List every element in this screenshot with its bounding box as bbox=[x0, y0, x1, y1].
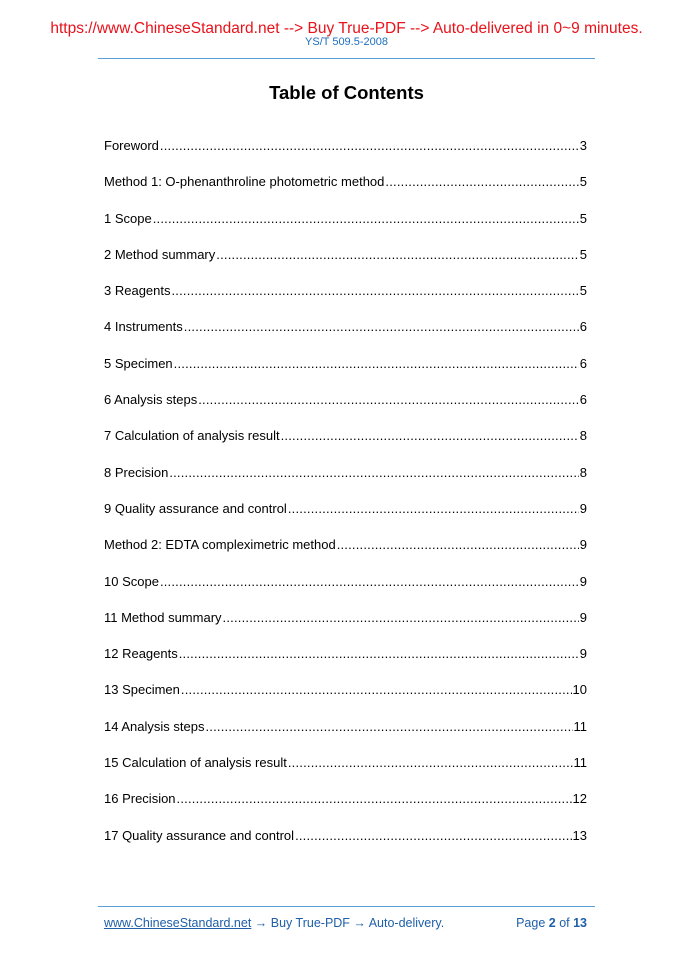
toc-dot-leader bbox=[288, 755, 573, 771]
footer-site-link[interactable]: www.ChineseStandard.net bbox=[104, 916, 252, 930]
toc-dot-leader bbox=[153, 211, 579, 227]
toc-dot-leader bbox=[337, 537, 579, 553]
toc-entry[interactable] bbox=[104, 465, 587, 501]
toc-dot-leader bbox=[198, 392, 579, 408]
page-of: of bbox=[555, 916, 574, 930]
toc-entry-page: 9 bbox=[579, 609, 587, 625]
page-total: 13 bbox=[573, 916, 587, 930]
toc-entry[interactable] bbox=[104, 174, 587, 210]
toc-entry-page: 5 bbox=[579, 174, 587, 190]
toc-list bbox=[104, 138, 587, 864]
toc-dot-leader bbox=[205, 719, 572, 735]
toc-entry-page: 9 bbox=[579, 573, 587, 589]
toc-entry[interactable] bbox=[104, 247, 587, 283]
toc-entry-page: 5 bbox=[579, 246, 587, 262]
toc-entry[interactable] bbox=[104, 791, 587, 827]
toc-dot-leader bbox=[160, 138, 579, 154]
footer-tagline: → Buy True-PDF → Auto-delivery. bbox=[251, 916, 445, 930]
toc-entry[interactable] bbox=[104, 392, 587, 428]
toc-entry[interactable] bbox=[104, 283, 587, 319]
toc-entry-page: 8 bbox=[579, 464, 587, 480]
toc-entry-label: 5 Specimen bbox=[104, 355, 173, 371]
toc-entry-label: 6 Analysis steps bbox=[104, 392, 198, 408]
toc-entry-label: 1 Scope bbox=[104, 210, 152, 226]
toc-entry[interactable] bbox=[104, 211, 587, 247]
toc-entry-page: 8 bbox=[579, 428, 587, 444]
page-prefix: Page bbox=[516, 916, 549, 930]
toc-entry-label: Foreword bbox=[104, 138, 159, 153]
toc-entry-page: 6 bbox=[579, 355, 587, 371]
toc-dot-leader bbox=[169, 465, 578, 481]
toc-entry[interactable] bbox=[104, 610, 587, 646]
toc-entry-page: 11 bbox=[573, 755, 587, 771]
toc-dot-leader bbox=[184, 319, 579, 335]
toc-entry[interactable] bbox=[104, 501, 587, 537]
toc-dot-leader bbox=[223, 610, 579, 626]
toc-entry-page: 6 bbox=[579, 392, 587, 408]
toc-entry-page: 9 bbox=[579, 500, 587, 516]
toc-entry-page: 5 bbox=[579, 283, 587, 299]
document-code: YS/T 509.5-2008 bbox=[305, 36, 388, 48]
page-title: Table of Contents bbox=[269, 82, 424, 103]
toc-entry-page: 3 bbox=[579, 138, 587, 153]
toc-entry-label: 13 Specimen bbox=[104, 682, 180, 698]
toc-entry-label: Method 1: O-phenanthroline photometric method bbox=[104, 174, 385, 190]
toc-entry[interactable] bbox=[104, 428, 587, 464]
toc-dot-leader bbox=[172, 283, 579, 299]
toc-entry-label: 12 Reagents bbox=[104, 646, 178, 662]
toc-dot-leader bbox=[177, 791, 572, 807]
toc-entry-page: 13 bbox=[572, 827, 587, 843]
toc-entry[interactable] bbox=[104, 719, 587, 755]
toc-entry-page: 12 bbox=[572, 791, 587, 807]
toc-entry-label: 2 Method summary bbox=[104, 246, 216, 262]
toc-entry-label: 14 Analysis steps bbox=[104, 718, 205, 734]
page-number bbox=[516, 916, 587, 931]
toc-entry-label: 17 Quality assurance and control bbox=[104, 827, 295, 843]
toc-entry[interactable] bbox=[104, 828, 587, 864]
toc-entry-page: 5 bbox=[579, 210, 587, 226]
toc-dot-leader bbox=[281, 428, 579, 444]
toc-entry[interactable] bbox=[104, 574, 587, 610]
toc-dot-leader bbox=[181, 682, 572, 698]
toc-entry-label: 7 Calculation of analysis result bbox=[104, 428, 280, 444]
toc-entry[interactable] bbox=[104, 537, 587, 573]
toc-entry[interactable] bbox=[104, 356, 587, 392]
toc-entry-page: 10 bbox=[572, 682, 587, 698]
toc-entry-label: 3 Reagents bbox=[104, 283, 171, 299]
toc-entry[interactable] bbox=[104, 646, 587, 682]
toc-entry-label: 8 Precision bbox=[104, 464, 169, 480]
promo-banner[interactable]: https://www.ChineseStandard.net --> Buy True-PDF --> Auto-delivered in 0~9 minutes. bbox=[50, 20, 643, 37]
toc-dot-leader bbox=[295, 828, 571, 844]
toc-entry-page: 11 bbox=[573, 718, 587, 734]
toc-entry-page: 9 bbox=[579, 537, 587, 553]
toc-entry-label: 15 Calculation of analysis result bbox=[104, 755, 287, 771]
toc-entry[interactable] bbox=[104, 319, 587, 355]
toc-entry[interactable] bbox=[104, 755, 587, 791]
header-divider bbox=[98, 58, 595, 59]
toc-dot-leader bbox=[160, 574, 579, 590]
toc-entry-page: 9 bbox=[579, 646, 587, 662]
toc-dot-leader bbox=[385, 174, 578, 190]
toc-dot-leader bbox=[179, 646, 579, 662]
toc-entry-page: 6 bbox=[579, 319, 587, 335]
toc-dot-leader bbox=[288, 501, 579, 517]
page-current: 2 bbox=[548, 916, 556, 930]
toc-entry-label: 16 Precision bbox=[104, 791, 176, 807]
toc-entry-label: 11 Method summary bbox=[104, 609, 222, 625]
toc-entry[interactable] bbox=[104, 682, 587, 718]
toc-entry[interactable] bbox=[104, 138, 587, 174]
footer-promo bbox=[104, 916, 444, 931]
toc-entry-label: Method 2: EDTA compleximetric method bbox=[104, 537, 336, 553]
toc-entry-label: 4 Instruments bbox=[104, 319, 183, 335]
toc-dot-leader bbox=[174, 356, 579, 372]
toc-entry-label: 10 Scope bbox=[104, 573, 159, 589]
toc-dot-leader bbox=[216, 247, 579, 263]
footer-divider bbox=[98, 906, 595, 907]
toc-entry-label: 9 Quality assurance and control bbox=[104, 500, 287, 516]
